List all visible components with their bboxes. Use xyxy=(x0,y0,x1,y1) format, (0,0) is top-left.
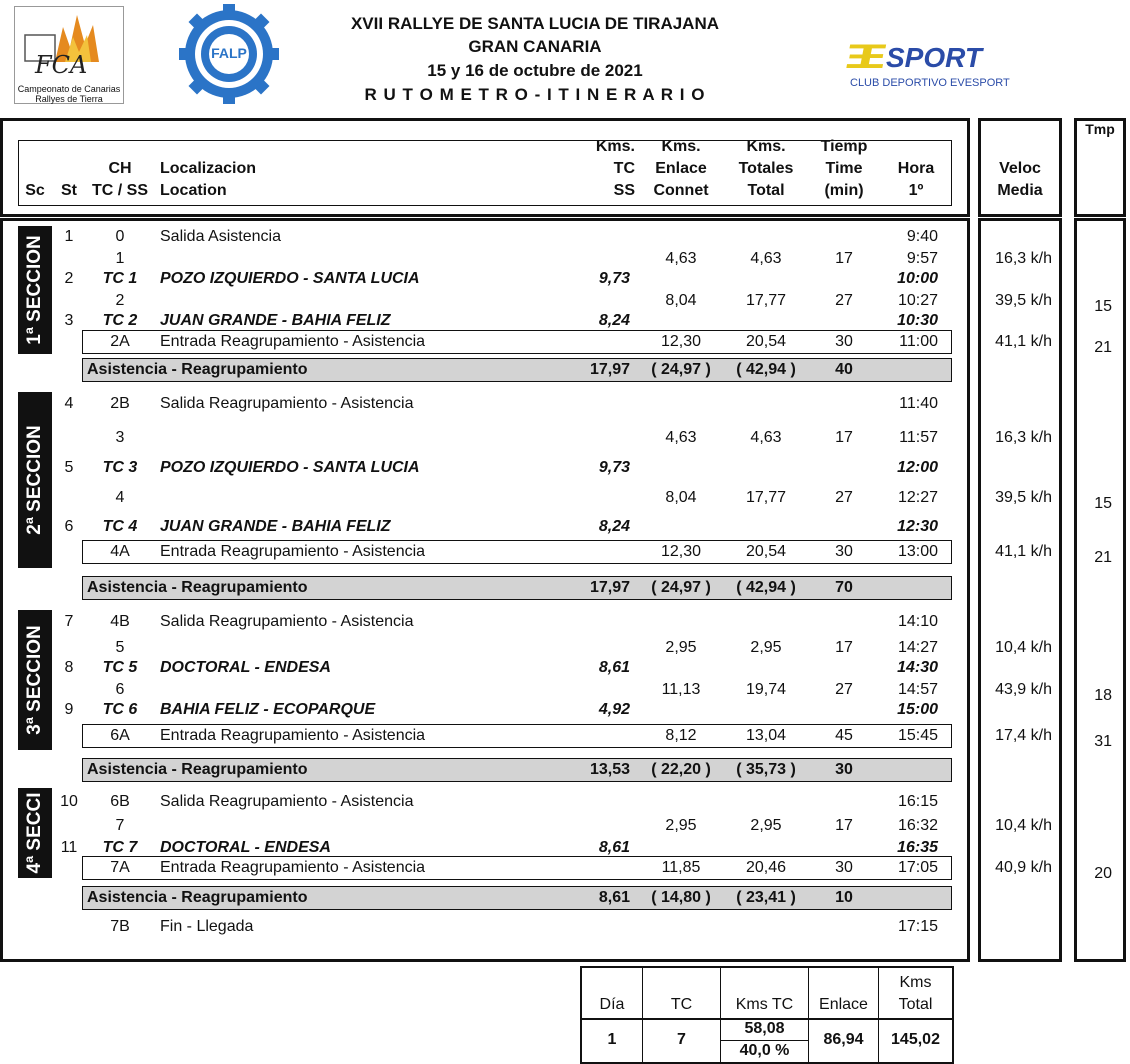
cell-location: Fin - Llegada xyxy=(160,918,254,935)
table-row xyxy=(0,541,1130,566)
cell-hora: 16:35 xyxy=(897,839,938,856)
cell-km-enlace: 11,13 xyxy=(661,681,701,698)
subtotal-row xyxy=(0,359,1130,381)
cell-km-enlace: 2,95 xyxy=(665,817,697,834)
cell-km-enlace: ( 22,20 ) xyxy=(651,761,711,778)
cell-hora: 10:30 xyxy=(897,312,938,329)
cell-km-tc: 8,61 xyxy=(598,659,630,676)
summary-h-tc: TC xyxy=(670,996,693,1013)
cell-veloc: 41,1 k/h xyxy=(995,543,1052,560)
cell-ch: 2 xyxy=(115,292,125,309)
cell-ch: TC 6 xyxy=(102,701,138,718)
cell-location: DOCTORAL - ENDESA xyxy=(160,839,331,856)
cell-time: 17 xyxy=(835,817,853,834)
cell-tmp: 18 xyxy=(1094,687,1112,704)
cell-hora: 10:27 xyxy=(897,292,938,309)
col-loc-1: Localizacion xyxy=(160,160,257,177)
table-row xyxy=(0,226,1130,248)
cell-km-total: ( 42,94 ) xyxy=(736,361,796,378)
col-loc-2: Location xyxy=(160,182,227,199)
col-time-3: (min) xyxy=(824,182,864,199)
cell-time: 17 xyxy=(835,429,853,446)
cell-ch: 2B xyxy=(110,395,130,412)
table-row xyxy=(0,815,1130,837)
cell-ch: 6A xyxy=(110,727,130,744)
cell-veloc: 39,5 k/h xyxy=(995,292,1052,309)
cell-km-enlace: 8,04 xyxy=(665,489,697,506)
evesport-caption: CLUB DEPORTIVO EVESPORT xyxy=(850,77,1010,89)
summary-h-dia: Día xyxy=(599,996,625,1013)
stage-row xyxy=(0,268,1130,290)
falp-logo xyxy=(176,4,282,104)
cell-time: 70 xyxy=(835,579,853,596)
cell-location: Entrada Reagrupamiento - Asistencia xyxy=(160,543,426,560)
cell-location: Asistencia - Reagrupamiento xyxy=(87,889,308,906)
cell-km-total: 19,74 xyxy=(745,681,787,698)
cell-ch: TC 3 xyxy=(102,459,138,476)
cell-hora: 15:00 xyxy=(897,701,938,718)
evesport-logo xyxy=(842,38,1018,94)
cell-hora: 12:00 xyxy=(897,459,938,476)
cell-ch: TC 2 xyxy=(102,312,138,329)
cell-km-tc: 8,61 xyxy=(598,839,630,856)
cell-location: Salida Reagrupamiento - Asistencia xyxy=(160,395,414,412)
table-row xyxy=(0,611,1130,633)
table-row xyxy=(0,427,1130,449)
cell-hora: 9:57 xyxy=(906,250,938,267)
cell-veloc: 16,3 k/h xyxy=(995,429,1052,446)
cell-st: 6 xyxy=(64,518,74,535)
cell-km-enlace: 8,12 xyxy=(665,727,697,744)
summary-total: 145,02 xyxy=(891,1031,940,1048)
cell-time: 45 xyxy=(835,727,853,744)
cell-st: 5 xyxy=(64,459,74,476)
section-label-3: 3ª SECCION xyxy=(18,610,52,750)
cell-ch: 4 xyxy=(115,489,125,506)
cell-ch: TC 1 xyxy=(102,270,138,287)
cell-ch: 2A xyxy=(110,333,130,350)
cell-km-enlace: 4,63 xyxy=(665,429,697,446)
table-row xyxy=(0,393,1130,415)
fca-caption-2: Rallyes de Tierra xyxy=(35,94,103,104)
cell-location: JUAN GRANDE - BAHIA FELIZ xyxy=(160,312,391,329)
cell-hora: 14:10 xyxy=(897,613,938,630)
cell-tmp: 31 xyxy=(1094,733,1112,750)
col-kmtot-1: Kms. xyxy=(746,138,786,155)
stage-row xyxy=(0,516,1130,538)
cell-location: BAHIA FELIZ - ECOPARQUE xyxy=(160,701,376,718)
cell-time: 17 xyxy=(835,639,853,656)
cell-km-tc: 17,97 xyxy=(589,361,630,378)
cell-location: Asistencia - Reagrupamiento xyxy=(87,361,308,378)
summary-h-enlace: Enlace xyxy=(819,996,868,1013)
summary-kmstc: 58,08 xyxy=(744,1020,785,1037)
section-label-4: 4ª SECCI xyxy=(18,788,52,878)
col-time-1: Tiemp xyxy=(820,138,868,155)
col-kmtc-3: SS xyxy=(613,182,635,199)
cell-km-total: 4,63 xyxy=(750,429,782,446)
col-kmtot-3: Total xyxy=(747,182,785,199)
title-line-1: XVII RALLYE DE SANTA LUCIA DE TIRAJANA xyxy=(350,14,720,33)
cell-km-enlace: ( 24,97 ) xyxy=(651,361,711,378)
cell-km-total: 20,46 xyxy=(745,859,787,876)
cell-time: 17 xyxy=(835,250,853,267)
col-veloc-2: Media xyxy=(997,182,1043,199)
fca-logo xyxy=(14,6,124,104)
col-veloc-1: Veloc xyxy=(999,160,1041,177)
cell-time: 30 xyxy=(835,859,853,876)
cell-ch: 0 xyxy=(115,228,125,245)
summary-pct: 40,0 % xyxy=(739,1042,790,1059)
cell-km-total: 2,95 xyxy=(750,817,782,834)
table-row xyxy=(0,857,1130,882)
cell-km-enlace: 2,95 xyxy=(665,639,697,656)
summary-dia: 1 xyxy=(607,1031,617,1048)
cell-ch: 6 xyxy=(115,681,125,698)
cell-km-tc: 8,24 xyxy=(598,518,630,535)
fca-caption-1: Campeonato de Canarias xyxy=(17,84,121,94)
cell-veloc: 16,3 k/h xyxy=(995,250,1052,267)
title-line-3: 15 y 16 de octubre de 2021 xyxy=(427,61,643,80)
cell-st: 3 xyxy=(64,312,74,329)
col-ch-2: TC / SS xyxy=(91,182,148,199)
cell-tmp: 21 xyxy=(1094,339,1112,356)
cell-ch: 7B xyxy=(110,918,130,935)
col-time-2: Time xyxy=(825,160,863,177)
evesport-e-icon: ƎE xyxy=(846,38,880,76)
cell-st: 9 xyxy=(64,701,74,718)
cell-location: Salida Reagrupamiento - Asistencia xyxy=(160,793,414,810)
summary-h-kms: Kms xyxy=(899,974,932,991)
falp-logo-text: FALP xyxy=(211,45,247,61)
cell-veloc: 17,4 k/h xyxy=(995,727,1052,744)
cell-km-total: 20,54 xyxy=(745,333,787,350)
cell-veloc: 10,4 k/h xyxy=(995,639,1052,656)
cell-ch: 4A xyxy=(110,543,130,560)
cell-veloc: 10,4 k/h xyxy=(995,817,1052,834)
cell-st: 10 xyxy=(60,793,78,810)
cell-km-enlace: ( 24,97 ) xyxy=(651,579,711,596)
cell-km-tc: 9,73 xyxy=(598,270,630,287)
cell-km-tc: 4,92 xyxy=(598,701,630,718)
cell-km-total: ( 23,41 ) xyxy=(736,889,796,906)
cell-km-enlace: 12,30 xyxy=(660,333,702,350)
table-row xyxy=(0,637,1130,659)
col-kmen-2: Enlace xyxy=(655,160,707,177)
cell-ch: TC 4 xyxy=(102,518,138,535)
cell-veloc: 39,5 k/h xyxy=(995,489,1052,506)
cell-km-enlace: 11,85 xyxy=(661,859,701,876)
cell-hora: 14:30 xyxy=(897,659,938,676)
cell-km-enlace: 4,63 xyxy=(665,250,697,267)
table-row xyxy=(0,290,1130,315)
cell-km-total: 4,63 xyxy=(750,250,782,267)
table-row xyxy=(0,725,1130,750)
cell-st: 2 xyxy=(64,270,74,287)
cell-ch: 7A xyxy=(110,859,130,876)
cell-km-enlace: ( 14,80 ) xyxy=(651,889,711,906)
summary-tc: 7 xyxy=(677,1031,686,1048)
cell-hora: 11:40 xyxy=(899,395,938,412)
cell-ch: TC 5 xyxy=(102,659,138,676)
cell-hora: 11:57 xyxy=(899,429,938,446)
summary-divider-v1 xyxy=(642,966,643,1064)
cell-location: Salida Reagrupamiento - Asistencia xyxy=(160,613,414,630)
cell-km-total: 17,77 xyxy=(745,489,787,506)
col-kmtot-2: Totales xyxy=(738,160,794,177)
cell-hora: 17:15 xyxy=(897,918,938,935)
subtotal-row xyxy=(0,759,1130,781)
cell-hora: 9:40 xyxy=(906,228,938,245)
stage-row xyxy=(0,310,1130,332)
cell-ch: 4B xyxy=(110,613,130,630)
subtotal-row xyxy=(0,577,1130,599)
cell-km-enlace: 12,30 xyxy=(660,543,702,560)
summary-h-kmstc: Kms TC xyxy=(735,996,794,1013)
cell-location: JUAN GRANDE - BAHIA FELIZ xyxy=(160,518,391,535)
summary-divider-pct xyxy=(720,1040,808,1041)
fca-logo-text: FCA xyxy=(35,51,88,79)
col-kmen-3: Connet xyxy=(653,182,709,199)
cell-location: DOCTORAL - ENDESA xyxy=(160,659,331,676)
cell-location: POZO IZQUIERDO - SANTA LUCIA xyxy=(160,459,420,476)
cell-time: 30 xyxy=(835,761,853,778)
cell-km-tc: 17,97 xyxy=(589,579,630,596)
cell-km-tc: 13,53 xyxy=(589,761,630,778)
col-tmp: Tmp xyxy=(1085,121,1115,137)
summary-h-total: Total xyxy=(898,996,933,1013)
subtotal-row xyxy=(0,887,1130,909)
section-label-1: 1ª SECCION xyxy=(18,226,52,354)
cell-km-total: ( 35,73 ) xyxy=(736,761,796,778)
cell-location: Entrada Reagrupamiento - Asistencia xyxy=(160,859,426,876)
cell-st: 4 xyxy=(64,395,74,412)
stage-row xyxy=(0,457,1130,479)
cell-hora: 16:15 xyxy=(897,793,938,810)
cell-tmp: 15 xyxy=(1094,298,1112,315)
cell-hora: 13:00 xyxy=(897,543,938,560)
cell-time: 10 xyxy=(835,889,853,906)
cell-time: 30 xyxy=(835,543,853,560)
cell-veloc: 40,9 k/h xyxy=(995,859,1052,876)
cell-hora: 14:57 xyxy=(897,681,938,698)
cell-hora: 16:32 xyxy=(897,817,938,834)
cell-time: 27 xyxy=(835,681,853,698)
table-row xyxy=(0,248,1130,270)
col-kmen-1: Kms. xyxy=(661,138,701,155)
table-row xyxy=(0,916,1130,938)
col-hora-2: 1º xyxy=(908,182,924,199)
cell-location: Entrada Reagrupamiento - Asistencia xyxy=(160,333,426,350)
cell-km-tc: 8,61 xyxy=(598,889,630,906)
summary-divider-v3 xyxy=(808,966,809,1064)
cell-hora: 12:30 xyxy=(897,518,938,535)
table-row xyxy=(0,679,1130,704)
cell-hora: 11:00 xyxy=(899,333,938,350)
cell-time: 27 xyxy=(835,489,853,506)
cell-hora: 10:00 xyxy=(897,270,938,287)
cell-st: 1 xyxy=(64,228,74,245)
cell-hora: 17:05 xyxy=(897,859,938,876)
table-row xyxy=(0,331,1130,356)
col-kmtc-1: Kms. xyxy=(595,138,635,155)
cell-hora: 14:27 xyxy=(897,639,938,656)
cell-km-enlace: 8,04 xyxy=(665,292,697,309)
cell-km-total: 17,77 xyxy=(745,292,787,309)
cell-tmp: 21 xyxy=(1094,549,1112,566)
cell-st: 7 xyxy=(64,613,74,630)
section-label-2: 2ª SECCION xyxy=(18,392,52,568)
cell-location: Salida Asistencia xyxy=(160,228,281,245)
stage-row xyxy=(0,657,1130,679)
cell-ch: 5 xyxy=(115,639,125,656)
cell-tmp: 15 xyxy=(1094,495,1112,512)
cell-time: 27 xyxy=(835,292,853,309)
table-row xyxy=(0,791,1130,813)
cell-veloc: 43,9 k/h xyxy=(995,681,1052,698)
cell-km-total: ( 42,94 ) xyxy=(736,579,796,596)
cell-st: 8 xyxy=(64,659,74,676)
col-st: St xyxy=(61,182,77,199)
title-line-4: R U T O M E T R O - I T I N E R A R I O xyxy=(364,85,706,104)
cell-km-tc: 9,73 xyxy=(598,459,630,476)
col-sc: Sc xyxy=(25,182,45,199)
cell-location: Asistencia - Reagrupamiento xyxy=(87,761,308,778)
cell-time: 40 xyxy=(835,361,853,378)
cell-tmp: 20 xyxy=(1094,865,1112,882)
col-ch-1: CH xyxy=(108,160,132,177)
cell-time: 30 xyxy=(835,333,853,350)
cell-ch: TC 7 xyxy=(102,839,138,856)
stage-row xyxy=(0,699,1130,721)
cell-km-total: 13,04 xyxy=(745,727,787,744)
cell-hora: 15:45 xyxy=(897,727,938,744)
cell-ch: 1 xyxy=(115,250,125,267)
cell-ch: 7 xyxy=(115,817,125,834)
cell-hora: 12:27 xyxy=(897,489,938,506)
cell-st: 11 xyxy=(60,839,78,856)
cell-km-total: 20,54 xyxy=(745,543,787,560)
cell-veloc: 41,1 k/h xyxy=(995,333,1052,350)
summary-enlace: 86,94 xyxy=(823,1031,864,1048)
col-kmtc-2: TC xyxy=(613,160,635,177)
cell-location: Entrada Reagrupamiento - Asistencia xyxy=(160,727,426,744)
cell-km-total: 2,95 xyxy=(750,639,782,656)
cell-location: POZO IZQUIERDO - SANTA LUCIA xyxy=(160,270,420,287)
col-hora-1: Hora xyxy=(897,160,935,177)
cell-ch: 3 xyxy=(115,429,125,446)
evesport-logo-text: SPORT xyxy=(886,42,982,73)
cell-km-tc: 8,24 xyxy=(598,312,630,329)
title-line-2: GRAN CANARIA xyxy=(468,37,602,56)
cell-location: Asistencia - Reagrupamiento xyxy=(87,579,308,596)
cell-ch: 6B xyxy=(110,793,130,810)
table-row xyxy=(0,487,1130,512)
